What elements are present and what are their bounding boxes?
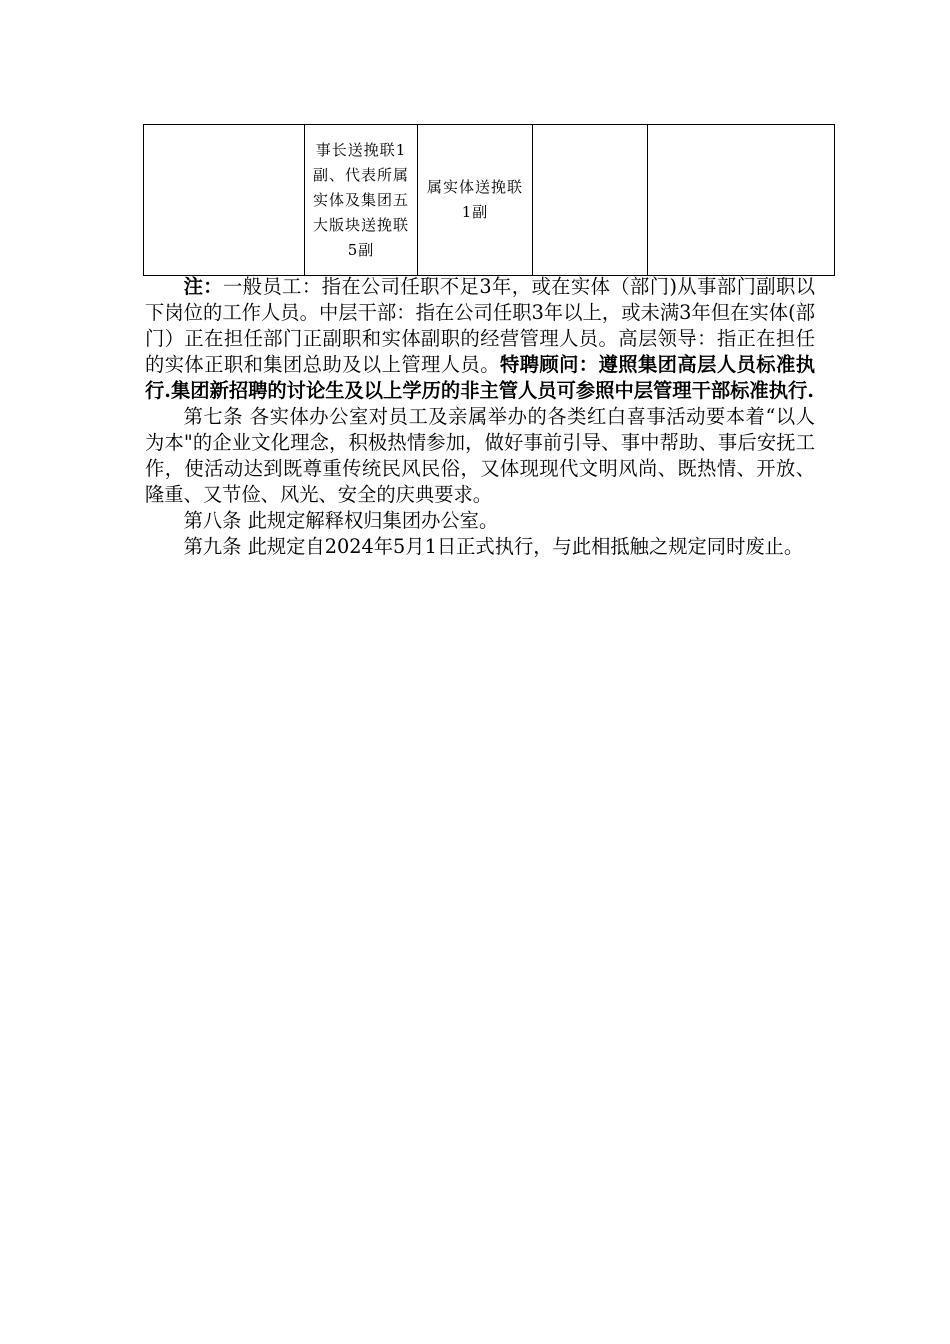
table-cell [648,125,835,276]
table-cell [533,125,648,276]
table-cell: 事长送挽联1副、代表所属实体及集团五大版块送挽联5副 [305,125,418,276]
article-seven: 第七条 各实体办公室对员工及亲属举办的各类红白喜事活动要本着“以人为本"的企业文化理念，积极热情参加，做好事前引导、事中帮助、事后安抚工作，使活动达到既尊重传统民风民俗，又体现现代文明风尚、既热情、开放、隆重、又节俭、风光、安全的庆典要求。 [145,405,815,506]
note-bold-text: 特聘顾问：遵照集团高层人员标准执行.集团新招聘的讨论生及以上学历的非主管人员可参照中层管理干部标准执行. [145,353,815,402]
table-cell [144,125,305,276]
document-body [145,274,815,560]
article-eight: 第八条 此规定解释权归集团办公室。 [183,509,499,532]
regulation-table [143,124,835,276]
table-row [144,125,835,276]
article-nine: 第九条 此规定自2024年5月1日正式执行，与此相抵触之规定同时废止。 [183,535,804,558]
table-cell: 属实体送挽联1副 [418,125,533,276]
note-label: 注： [183,275,224,298]
note-text: 一般员工：指在公司任职不足3年，或在实体（部门)从事部门副职以下岗位的工作人员。中层干部：指在公司任职3年以上，或未满3年但在实体(部门）正在担任部门正副职和实体副职的经营管理人员。高层领导：指正在担任的实体正职和集团总助及以上管理人员。 [145,275,815,376]
note-paragraph [145,274,815,404]
